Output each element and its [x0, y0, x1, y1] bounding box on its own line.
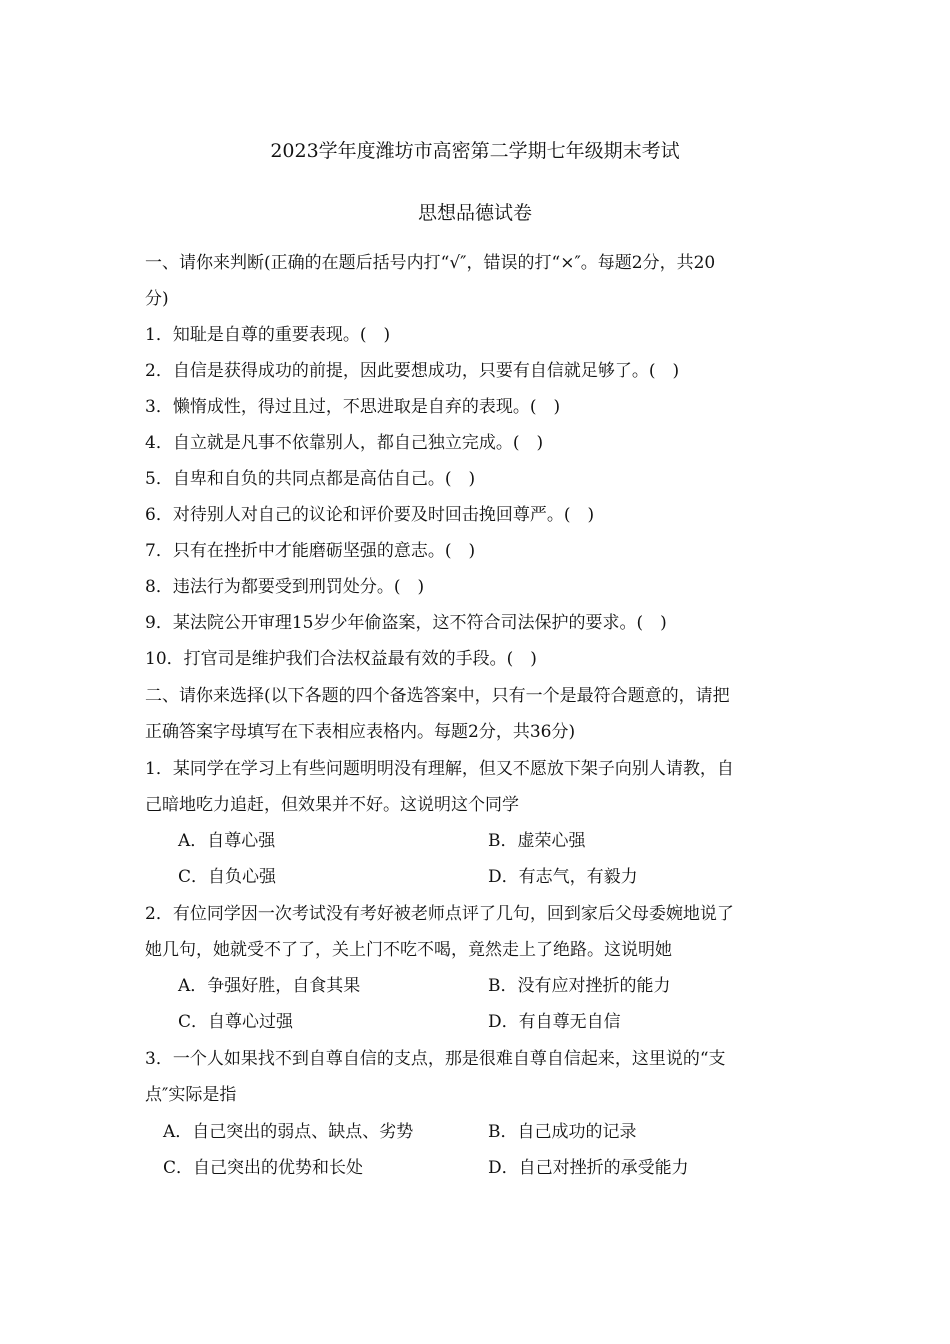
- judge-item-4: 4．自立就是凡事不依靠别人，都自己独立完成。( ): [145, 433, 544, 453]
- judge-item-6: 6．对待别人对自己的议论和评价要及时回击挽回尊严。( ): [145, 505, 595, 525]
- question-3-option-b: B．自己成功的记录: [488, 1122, 637, 1142]
- question-1-option-b: B．虚荣心强: [488, 831, 586, 851]
- question-3-option-a: A．自己突出的弱点、缺点、劣势: [163, 1122, 414, 1142]
- question-2-option-d: D．有自尊无自信: [488, 1012, 621, 1032]
- judge-item-1: 1．知耻是自尊的重要表现。( ): [145, 325, 391, 345]
- section2-heading-line1: 二、请你来选择(以下各题的四个备选答案中，只有一个是最符合题意的，请把: [145, 686, 730, 706]
- judge-item-7: 7．只有在挫折中才能磨砺坚强的意志。( ): [145, 541, 476, 561]
- question-3-stem-line2: 点″实际是指: [145, 1085, 237, 1105]
- question-3-option-d: D．自己对挫折的承受能力: [488, 1158, 689, 1178]
- judge-item-5: 5．自卑和自负的共同点都是高估自己。( ): [145, 469, 476, 489]
- question-1-stem-line1: 1．某同学在学习上有些问题明明没有理解，但又不愿放下架子向别人请教，自: [145, 759, 734, 779]
- judge-item-3: 3．懒惰成性，得过且过，不思进取是自弃的表现。( ): [145, 397, 561, 417]
- question-2-option-b: B．没有应对挫折的能力: [488, 976, 671, 996]
- question-3-option-c: C．自己突出的优势和长处: [163, 1158, 364, 1178]
- question-2-option-a: A．争强好胜，自食其果: [178, 976, 361, 996]
- judge-item-9: 9．某法院公开审理15岁少年偷盗案，这不符合司法保护的要求。( ): [145, 613, 667, 633]
- question-3-stem-line1: 3．一个人如果找不到自尊自信的支点，那是很难自尊自信起来，这里说的“支: [145, 1049, 726, 1069]
- exam-subtitle: 思想品德试卷: [417, 202, 532, 224]
- exam-title: 2023学年度潍坊市高密第二学期七年级期末考试: [270, 140, 680, 162]
- question-1-option-d: D．有志气，有毅力: [488, 867, 638, 887]
- question-2-stem-line2: 她几句，她就受不了了，关上门不吃不喝，竟然走上了绝路。这说明她: [145, 940, 672, 960]
- judge-item-8: 8．违法行为都要受到刑罚处分。( ): [145, 577, 425, 597]
- question-1-option-a: A．自尊心强: [178, 831, 276, 851]
- judge-item-10: 10．打官司是维护我们合法权益最有效的手段。( ): [145, 649, 537, 669]
- section1-heading-line2: 分): [145, 289, 169, 309]
- judge-item-2: 2．自信是获得成功的前提，因此要想成功，只要有自信就足够了。( ): [145, 361, 680, 381]
- question-2-option-c: C．自尊心过强: [178, 1012, 294, 1032]
- question-2-stem-line1: 2．有位同学因一次考试没有考好被老师点评了几句，回到家后父母委婉地说了: [145, 904, 734, 924]
- question-1-option-c: C．自负心强: [178, 867, 277, 887]
- question-1-stem-line2: 己暗地吃力追赶，但效果并不好。这说明这个同学: [145, 795, 519, 815]
- section2-heading-line2: 正确答案字母填写在下表相应表格内。每题2分，共36分): [145, 722, 576, 742]
- section1-heading-line1: 一、请你来判断(正确的在题后括号内打“√″，错误的打“×″。每题2分，共20: [145, 253, 716, 273]
